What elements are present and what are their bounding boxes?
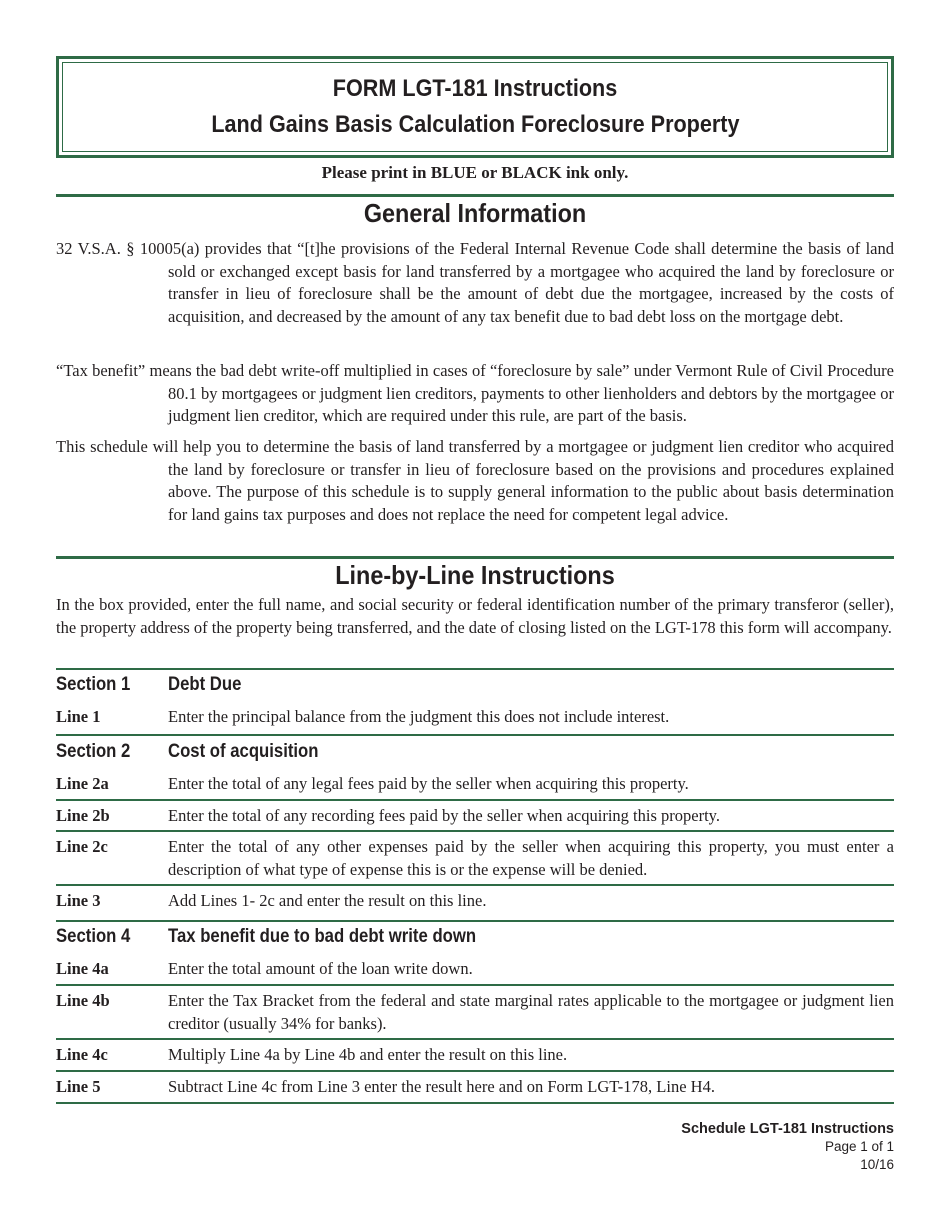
line-row [56,890,894,913]
line-label: Line 5 [56,1077,101,1096]
row-divider [56,734,894,736]
line-label: Line 2b [56,806,110,825]
line-text: Enter the total amount of the loan write down. [168,959,473,978]
row-divider [56,984,894,986]
line-text: Enter the principal balance from the judgment this does not include interest. [168,707,670,726]
row-divider [56,1102,894,1104]
line-label: Line 2a [56,774,109,793]
row-divider [56,830,894,832]
ink-note: Please print in BLUE or BLACK ink only. [321,163,629,182]
line-row [56,990,894,1035]
section-label: Section 1 [56,674,131,695]
footer-page-number: Page 1 of 1 [824,1139,894,1154]
row-divider [56,1070,894,1072]
section-label: Section 2 [56,741,131,762]
form-title-box [56,56,894,158]
general-paragraph-2: “Tax benefit” means the bad debt write-off multiplied in cases of “foreclosure by sale” under Vermont Rule of Civil Procedure 80.1 by mortgagees or judgment lien creditors, payments to other lienholders and debtors by the mortgagee or judgment lien creditor, which are required under this rule, are part of the basis. [56,361,894,425]
instructions-intro: In the box provided, enter the full name, and social security or federal identification number of the primary transferor (seller), the property address of the property being transferred, and the date of closing listed on the LGT-178 this form will accompany. [56,595,894,637]
section-divider [56,556,894,559]
line-row [56,958,894,981]
section-title: Cost of acquisition [168,741,319,762]
line-row [56,805,894,828]
line-text: Enter the Tax Bracket from the federal and state marginal rates applicable to the mortgagee or judgment lien creditor (usually 34% for banks). [168,991,894,1033]
line-text: Enter the total of any other expenses paid by the seller when acquiring this property, you must enter a description of what type of expense this is or the expense will be denied. [168,837,894,879]
general-paragraph-3: This schedule will help you to determine the basis of land transferred by a mortgagee or judgment lien creditor who acquired the land by foreclosure or transfer in lieu of foreclosure based on the provisions and procedures explained above. The purpose of this schedule is to supply general information to the public about basis determination for land gains tax purposes and does not replace the need for competent legal advice. [56,437,894,524]
line-text: Add Lines 1- 2c and enter the result on this line. [168,891,487,910]
footer-title: Schedule LGT-181 Instructions [681,1121,894,1137]
line-row [56,1076,894,1099]
line-label: Line 4c [56,1045,108,1064]
general-heading: General Information [363,198,587,228]
section-row [56,924,894,950]
row-divider [56,920,894,922]
line-text: Enter the total of any legal fees paid by the seller when acquiring this property. [168,774,689,793]
footer-revision: 10/16 [860,1157,894,1172]
row-divider [56,884,894,886]
line-label: Line 3 [56,891,101,910]
section-title: Tax benefit due to bad debt write down [168,926,477,947]
section-divider [56,194,894,197]
general-paragraph-1: 32 V.S.A. § 10005(a) provides that “[t]he provisions of the Federal Internal Revenue Code shall determine the basis of land sold or exchanged except basis for land transferred by a mortgagee who acquired the land by foreclosure or transfer in lieu of foreclosure shall be the amount of debt due the mortgagee, increased by the costs of acquisition, and decreased by the amount of any tax benefit due to bad debt loss on the mortgage debt. [56,239,894,326]
line-row [56,773,894,796]
line-text: Subtract Line 4c from Line 3 enter the result here and on Form LGT-178, Line H4. [168,1077,715,1096]
line-text: Multiply Line 4a by Line 4b and enter the result on this line. [168,1045,568,1064]
line-text: Enter the total of any recording fees paid by the seller when acquiring this property. [168,806,720,825]
line-row [56,1044,894,1067]
section-row [56,672,894,698]
section-title: Debt Due [168,674,242,695]
row-divider [56,668,894,670]
line-label: Line 2c [56,837,108,856]
row-divider [56,1038,894,1040]
instructions-heading: Line-by-Line Instructions [335,560,615,590]
line-row [56,836,894,881]
row-divider [56,799,894,801]
section-label: Section 4 [56,926,131,947]
form-subtitle: Land Gains Basis Calculation Foreclosure Property [210,111,740,138]
section-row [56,739,894,765]
line-row [56,706,894,729]
page-footer [681,1120,894,1174]
line-label: Line 4b [56,991,110,1010]
line-label: Line 4a [56,959,109,978]
line-label: Line 1 [56,707,101,726]
form-title: FORM LGT-181 Instructions [332,75,618,102]
form-title-inner [62,62,888,152]
